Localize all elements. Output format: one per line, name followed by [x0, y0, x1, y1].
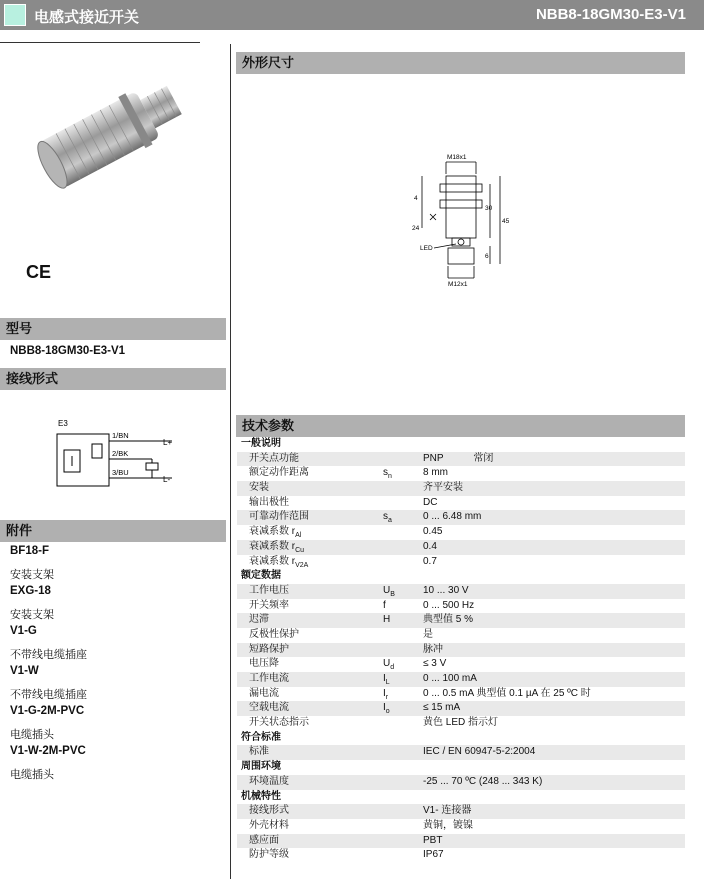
wiring-code: E3	[58, 419, 68, 428]
spec-row	[237, 672, 685, 687]
spec-name: 可靠动作范围	[249, 511, 309, 523]
spec-name: 工作电流	[249, 673, 289, 684]
wire-3-label: 3/BU	[112, 468, 129, 477]
spec-name: 防护等级	[249, 849, 289, 861]
spec-row	[237, 510, 685, 525]
spec-name: 短路保护	[249, 643, 289, 655]
spec-name: 漏电流	[249, 687, 279, 699]
section-dimensions-heading: 外形尺寸	[236, 52, 685, 74]
accessory-code: BF18-F	[10, 545, 49, 557]
spec-name: 标准	[249, 746, 269, 758]
spec-name: 衰减系数 $r_{Cu}$	[249, 540, 305, 554]
spec-name: 工作电压	[249, 584, 289, 596]
spec-symbol: f	[383, 599, 386, 611]
spec-value: 0.7	[423, 555, 437, 567]
spec-value: 0.45	[423, 526, 443, 538]
spec-name: 衰减系数 $r_{Al}$	[249, 526, 302, 540]
section-specs-heading: 技术参数	[236, 415, 685, 437]
spec-symbol: $I_r$	[383, 687, 389, 701]
accessory-desc: 电缆插头	[10, 729, 54, 741]
spec-name: 输出极性	[249, 496, 289, 508]
spec-value: 10 ... 30 V	[423, 584, 469, 596]
wiring-diagram	[40, 412, 190, 492]
accessory-code: V1-G-2M-PVC	[10, 705, 85, 717]
spec-symbol: $U_B$	[383, 584, 395, 598]
spec-row	[237, 452, 685, 467]
spec-value: 0 ... 100 mA	[423, 673, 477, 684]
spec-row	[237, 481, 685, 496]
spec-row	[237, 701, 685, 716]
header-model: NBB8-18GM30-E3-V1	[535, 6, 686, 23]
page-header	[0, 0, 704, 30]
spec-name: 额定动作距离	[249, 467, 309, 479]
spec-section-title: 一般说明	[241, 438, 281, 449]
spec-name: 开关频率	[249, 599, 289, 611]
spec-value: ≤ 3 V	[423, 658, 447, 670]
spec-row	[237, 745, 685, 760]
spec-symbol: $s_a$	[383, 511, 392, 525]
l-plus-label: L+	[163, 438, 173, 447]
dim-24: 24	[412, 225, 420, 232]
spec-section-title: 符合标准	[241, 731, 281, 743]
spec-value: 典型值 5 %	[423, 614, 474, 626]
spec-value: 脉冲	[423, 643, 443, 655]
spec-section-row	[237, 569, 685, 584]
spec-name: 感应面	[249, 834, 279, 846]
spec-name: 外壳材料	[249, 819, 289, 831]
dim-30: 30	[485, 205, 493, 212]
spec-row	[237, 613, 685, 628]
spec-row	[237, 599, 685, 614]
spec-row	[237, 819, 685, 834]
spec-value: V1- 连接器	[423, 805, 472, 817]
brand-logo-icon	[4, 4, 26, 26]
section-type-heading: 型号	[0, 318, 226, 340]
sensor-photo	[32, 62, 192, 197]
accessory-code: EXG-18	[10, 585, 51, 597]
spec-row	[237, 555, 685, 570]
spec-value: -25 ... 70 ºC (248 ... 343 K)	[423, 775, 543, 787]
spec-symbol: $U_d$	[383, 658, 395, 672]
spec-section-row	[237, 790, 685, 805]
spec-row	[237, 687, 685, 702]
accessory-desc: 不带线电缆插座	[10, 689, 87, 701]
spec-symbol: $I_o$	[383, 702, 390, 716]
spec-section-row	[237, 437, 685, 452]
spec-name: 接线形式	[249, 805, 289, 817]
spec-section-title: 机械特性	[241, 790, 281, 802]
spec-section-title: 周围环境	[241, 761, 281, 773]
dim-6: 6	[485, 253, 489, 260]
spec-name: 开关点功能	[249, 452, 299, 464]
dim-m18: M18x1	[447, 154, 467, 161]
spec-name: 安装	[249, 482, 269, 494]
accessory-desc: 安装支架	[10, 569, 54, 581]
spec-value: 齐平安装	[423, 482, 463, 494]
dimension-drawing	[400, 148, 530, 293]
accessory-desc: 电缆插头	[10, 769, 54, 781]
spec-name: 反极性保护	[249, 628, 299, 640]
wire-2-label: 2/BK	[112, 449, 129, 458]
spec-row	[237, 643, 685, 658]
spec-name: 衰减系数 $r_{V2A}$	[249, 555, 309, 569]
spec-row	[237, 466, 685, 481]
section-accessories-heading: 附件	[0, 520, 226, 542]
spec-value: 0 ... 0.5 mA 典型值 0.1 µA 在 25 ºC 时	[423, 687, 591, 699]
spec-value: IEC / EN 60947-5-2:2004	[423, 746, 536, 758]
spec-value: 0 ... 6.48 mm	[423, 511, 482, 523]
spec-row	[237, 716, 685, 731]
spec-section-row	[237, 760, 685, 775]
spec-section-row	[237, 731, 685, 746]
spec-name: 空载电流	[249, 702, 289, 714]
spec-row	[237, 540, 685, 555]
spec-value: PNP 常闭	[423, 452, 494, 464]
accessory-code: V1-G	[10, 625, 37, 637]
spec-symbol: $s_n$	[383, 467, 392, 481]
spec-value: 0 ... 500 Hz	[423, 599, 475, 611]
spec-row	[237, 848, 685, 863]
spec-row	[237, 584, 685, 599]
spec-value: DC	[423, 496, 438, 508]
dim-m12: M12x1	[448, 281, 468, 288]
spec-name: 开关状态指示	[249, 717, 309, 729]
spec-name: 电压降	[249, 658, 279, 670]
spec-value: 黄铜，镀镍	[423, 819, 473, 831]
accessory-code: V1-W-2M-PVC	[10, 745, 86, 757]
spec-value: PBT	[423, 834, 443, 846]
spec-value: 0.4	[423, 540, 437, 552]
header-title: 电感式接近开关	[34, 9, 140, 26]
spec-symbol: H	[383, 614, 391, 626]
spec-value: 黄色 LED 指示灯	[423, 717, 499, 729]
l-minus-label: L-	[163, 475, 171, 484]
dim-45: 45	[502, 218, 510, 225]
spec-row	[237, 628, 685, 643]
section-wiring-heading: 接线形式	[0, 368, 226, 390]
spec-value: 8 mm	[423, 467, 448, 479]
spec-section-title: 额定数据	[241, 570, 281, 582]
spec-row	[237, 775, 685, 790]
divider	[230, 44, 231, 879]
spec-symbol: $I_L$	[383, 673, 390, 686]
spec-row	[237, 496, 685, 511]
spec-value: ≤ 15 mA	[423, 702, 461, 714]
spec-name: 环境温度	[249, 775, 289, 787]
dim-4: 4	[414, 195, 418, 202]
dim-led: LED	[420, 245, 433, 252]
accessory-code: V1-W	[10, 665, 39, 677]
ce-mark: CE	[26, 262, 52, 282]
type-value: NBB8-18GM30-E3-V1	[10, 345, 126, 357]
accessory-desc: 安装支架	[10, 609, 54, 621]
spec-row	[237, 657, 685, 672]
divider	[0, 42, 200, 43]
spec-value: 是	[423, 628, 433, 640]
spec-name: 迟滞	[249, 614, 269, 626]
spec-table	[237, 437, 685, 863]
spec-row	[237, 834, 685, 849]
wire-1-label: 1/BN	[112, 431, 129, 440]
spec-value: IP67	[423, 849, 444, 861]
accessory-desc: 不带线电缆插座	[10, 649, 87, 661]
spec-row	[237, 525, 685, 540]
spec-row	[237, 804, 685, 819]
